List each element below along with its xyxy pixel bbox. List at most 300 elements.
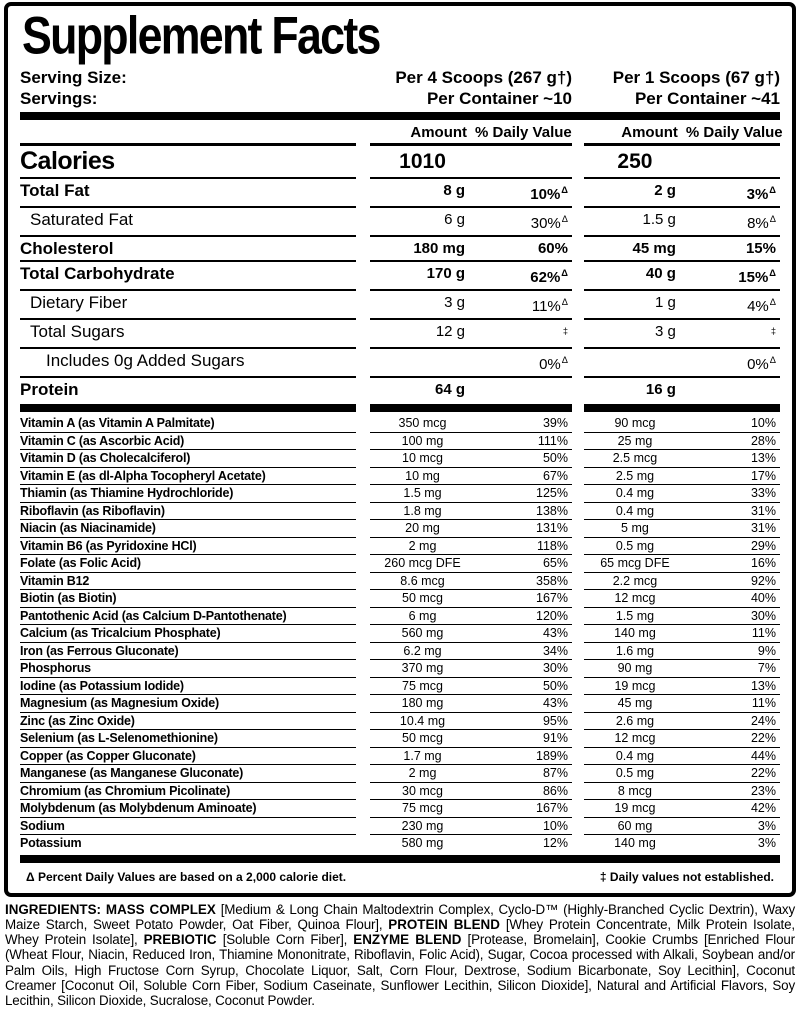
daily-value-per-1-scoop	[686, 415, 780, 432]
nutrient-name: Saturated Fat	[20, 208, 356, 237]
daily-value-per-1-scoop	[686, 660, 780, 677]
amount-per-4-scoops	[370, 349, 475, 376]
header-group-per-1-scoop	[584, 123, 783, 146]
nutrient-row	[20, 818, 780, 836]
daily-value-text: 15%	[738, 269, 769, 287]
nutrient-name: Manganese (as Manganese Gluconate)	[20, 765, 356, 783]
nutrient-name: Iodine (as Potassium Iodide)	[20, 678, 356, 696]
daily-value-per-4-scoops	[475, 643, 572, 660]
amount-per-4-scoops: 10 mcg	[402, 451, 444, 466]
daily-value-per-4-scoops	[475, 433, 572, 450]
nutrient-row	[20, 835, 780, 852]
nutrient-name: Vitamin D (as Cholecalciferol)	[20, 450, 356, 468]
nutrient-name: Niacin (as Niacinamide)	[20, 520, 356, 538]
value-group-per-1-scoop	[584, 643, 780, 661]
daily-value-per-1-scoop	[686, 765, 780, 782]
value-group-per-1-scoop	[584, 450, 780, 468]
value-group-per-1-scoop	[584, 730, 780, 748]
amount-per-4-scoops: 1.8 mg	[403, 503, 442, 518]
amount-per-4-scoops: 75 mcg	[402, 801, 444, 816]
daily-value-text: 11%	[751, 626, 776, 641]
nutrient-name: Thiamin (as Thiamine Hydrochloride)	[20, 485, 356, 503]
value-group-per-1-scoop	[584, 573, 780, 591]
ingredients-heading: PREBIOTIC	[143, 932, 223, 948]
daily-value-text: 3%	[746, 186, 769, 204]
supplement-facts-label	[4, 2, 796, 897]
value-group-per-1-scoop	[584, 660, 780, 678]
nutrient-row	[20, 415, 780, 433]
amount-per-1-scoop: 12 mcg	[614, 591, 656, 606]
daily-value-per-4-scoops	[475, 208, 572, 235]
nutrient-row	[20, 660, 780, 678]
serving-per-1-scoop: Per Container ~41	[634, 89, 780, 109]
daily-value-per-4-scoops	[475, 765, 572, 782]
value-group-per-1-scoop	[584, 590, 780, 608]
nutrient-row	[20, 262, 780, 291]
daily-value-text: 31%	[750, 521, 776, 536]
daily-value-text: 7%	[757, 661, 776, 676]
nutrient-row	[20, 538, 780, 556]
amount-per-1-scoop: 19 mcg	[614, 801, 656, 816]
value-group-per-4-scoops	[370, 660, 572, 678]
amount-per-4-scoops: 560 mg	[401, 626, 444, 641]
nutrient-row	[20, 485, 780, 503]
ingredients-text: [Whey Protein Concentrate, Milk Protein Isolate, Whey Protein Isolate],	[5, 916, 795, 948]
header-group-per-4-scoops	[370, 123, 572, 146]
macronutrient-table	[20, 146, 780, 401]
amount-per-1-scoop: 65 mcg DFE	[600, 556, 670, 571]
daily-value-text: 39%	[542, 416, 568, 431]
amount-per-4-scoops: 30 mcg	[402, 783, 444, 798]
daily-value-text: 91%	[542, 731, 568, 746]
superscript-symbol: Δ	[561, 355, 568, 366]
value-group-per-4-scoops	[370, 415, 572, 433]
daily-value-text: 12%	[542, 836, 568, 851]
daily-value-text: 17%	[750, 468, 776, 483]
serving-label: Servings:	[20, 89, 98, 109]
daily-value-per-1-scoop	[686, 349, 780, 376]
value-group-per-1-scoop	[584, 378, 780, 401]
ingredients-heading: PROTEIN BLEND	[388, 916, 506, 932]
daily-value-per-1-scoop	[686, 179, 780, 206]
value-group-per-4-scoops	[370, 320, 572, 349]
value-group-per-1-scoop	[584, 291, 780, 320]
daily-value-text: 131%	[536, 521, 568, 536]
value-group-per-1-scoop	[584, 415, 780, 433]
nutrient-row	[20, 608, 780, 626]
value-group-per-1-scoop	[584, 468, 780, 486]
amount-per-4-scoops: 100 mg	[401, 433, 444, 448]
daily-value-text: 167%	[536, 801, 568, 816]
value-group-per-4-scoops	[370, 262, 572, 291]
nutrient-name: Vitamin A (as Vitamin A Palmitate)	[20, 415, 356, 433]
daily-value-per-4-scoops	[475, 538, 572, 555]
nutrient-row	[20, 179, 780, 208]
daily-value-per-4-scoops	[475, 555, 572, 572]
value-group-per-4-scoops	[370, 800, 572, 818]
ingredients-heading: INGREDIENTS: MASS COMPLEX	[5, 901, 221, 917]
value-group-per-4-scoops	[370, 818, 572, 836]
nutrient-row	[20, 643, 780, 661]
nutrient-name: Total Sugars	[20, 320, 356, 349]
daily-value-text: 65%	[542, 556, 568, 571]
daily-value-text: 60%	[537, 240, 568, 258]
daily-value-text: 189%	[536, 748, 568, 763]
daily-value-text: 13%	[750, 451, 776, 466]
serving-per-4-scoops: Per Container ~10	[426, 89, 572, 109]
daily-value-per-1-scoop	[686, 291, 780, 318]
daily-value-per-4-scoops	[475, 713, 572, 730]
amount-per-1-scoop: 2.5 mcg	[612, 451, 658, 466]
footnote-daily-values: Δ Percent Daily Values are based on a 2,000 calorie diet.	[26, 869, 347, 884]
value-group-per-4-scoops	[370, 835, 572, 852]
serving-label: Serving Size:	[20, 68, 127, 88]
daily-value-per-4-scoops	[475, 179, 572, 206]
amount-per-4-scoops: 370 mg	[401, 661, 444, 676]
daily-value-per-1-scoop	[686, 237, 780, 260]
nutrient-row	[20, 291, 780, 320]
value-group-per-1-scoop	[584, 520, 780, 538]
divider-thick-top	[20, 112, 780, 120]
nutrient-name: Riboflavin (as Riboflavin)	[20, 503, 356, 521]
ingredients-heading: ENZYME BLEND	[353, 932, 468, 948]
serving-per-1-scoop: Per 1 Scoops (67 g†)	[612, 68, 780, 88]
daily-value-text: 87%	[542, 766, 568, 781]
nutrient-row	[20, 237, 780, 262]
divider-thick-segmented	[20, 404, 780, 412]
daily-value-per-1-scoop	[686, 320, 780, 347]
amount-per-1-scoop: 250	[617, 150, 653, 174]
value-group-per-4-scoops	[370, 349, 572, 378]
value-group-per-1-scoop	[584, 695, 780, 713]
nutrient-row	[20, 590, 780, 608]
daily-value-text: 138%	[536, 503, 568, 518]
value-group-per-4-scoops	[370, 503, 572, 521]
daily-value-text: 42%	[750, 801, 776, 816]
value-group-per-1-scoop	[584, 555, 780, 573]
daily-value-text: 22%	[750, 731, 776, 746]
daily-value-per-4-scoops	[475, 800, 572, 817]
nutrient-row	[20, 713, 780, 731]
daily-value-text: 50%	[542, 451, 568, 466]
value-group-per-4-scoops	[370, 730, 572, 748]
value-group-per-1-scoop	[584, 349, 780, 378]
daily-value-text: 358%	[536, 573, 568, 588]
daily-value-per-4-scoops	[475, 320, 572, 347]
daily-value-per-4-scoops	[475, 485, 572, 502]
nutrient-name: Vitamin E (as dl-Alpha Tocopheryl Acetate)	[20, 468, 356, 486]
daily-value-per-4-scoops	[475, 237, 572, 260]
amount-per-1-scoop: 8 mcg	[617, 783, 652, 798]
daily-value-per-4-scoops	[475, 748, 572, 765]
superscript-symbol: Δ	[769, 355, 776, 366]
daily-value-text: 13%	[750, 678, 776, 693]
amount-per-1-scoop: 90 mcg	[614, 416, 656, 431]
nutrient-name: Phosphorus	[20, 660, 356, 678]
daily-value-text: 23%	[750, 783, 776, 798]
amount-per-1-scoop: 0.4 mg	[615, 486, 655, 501]
value-group-per-4-scoops	[370, 643, 572, 661]
daily-value-text: 31%	[750, 503, 776, 518]
daily-value-per-4-scoops	[475, 378, 572, 401]
amount-per-4-scoops: 20 mg	[405, 521, 440, 536]
amount-per-4-scoops: 180 mg	[413, 240, 466, 258]
amount-per-4-scoops: 2 mg	[408, 766, 437, 781]
serving-per-4-scoops: Per 4 Scoops (267 g†)	[395, 68, 572, 88]
value-group-per-1-scoop	[584, 485, 780, 503]
daily-value-per-4-scoops	[475, 468, 572, 485]
daily-value-text: 0%	[539, 356, 561, 374]
column-header-daily-value-per-4-scoops: % Daily Value	[475, 124, 572, 142]
daily-value-text: 62%	[530, 269, 561, 287]
value-group-per-4-scoops	[370, 146, 572, 179]
daily-value-per-1-scoop	[686, 695, 780, 712]
daily-value-text: 34%	[542, 643, 568, 658]
nutrient-row	[20, 468, 780, 486]
daily-value-text: 120%	[536, 608, 568, 623]
amount-per-4-scoops: 10 mg	[405, 468, 440, 483]
value-group-per-1-scoop	[584, 765, 780, 783]
daily-value-text: 4%	[747, 298, 769, 316]
amount-per-1-scoop: 60 mg	[617, 818, 653, 833]
nutrient-name: Biotin (as Biotin)	[20, 590, 356, 608]
value-group-per-4-scoops	[370, 573, 572, 591]
daily-value-text: 30%	[542, 661, 568, 676]
daily-value-text: 43%	[542, 696, 568, 711]
nutrient-name: Dietary Fiber	[20, 291, 356, 320]
amount-per-1-scoop: 2.2 mcg	[612, 573, 658, 588]
daily-value-text: 8%	[747, 215, 769, 233]
value-group-per-4-scoops	[370, 291, 572, 320]
superscript-symbol: ‡	[562, 326, 568, 337]
superscript-symbol: Δ	[561, 214, 568, 225]
amount-per-4-scoops: 75 mcg	[402, 678, 444, 693]
superscript-symbol: Δ	[561, 185, 568, 196]
value-group-per-1-scoop	[584, 433, 780, 451]
daily-value-text: 16%	[750, 556, 776, 571]
amount-per-4-scoops: 170 g	[426, 265, 466, 283]
nutrient-name: Chromium (as Chromium Picolinate)	[20, 783, 356, 801]
daily-value-text: 29%	[750, 538, 776, 553]
amount-per-1-scoop: 1 g	[655, 294, 676, 312]
daily-value-per-4-scoops	[475, 503, 572, 520]
nutrient-name: Copper (as Copper Gluconate)	[20, 748, 356, 766]
nutrient-row	[20, 555, 780, 573]
daily-value-text: 10%	[750, 416, 776, 431]
daily-value-per-4-scoops	[475, 818, 572, 835]
daily-value-text: 40%	[750, 591, 776, 606]
nutrient-name: Folate (as Folic Acid)	[20, 555, 356, 573]
amount-per-4-scoops: 8 g	[443, 182, 466, 200]
value-group-per-4-scoops	[370, 748, 572, 766]
daily-value-per-4-scoops	[475, 590, 572, 607]
daily-value-per-1-scoop	[686, 262, 780, 289]
daily-value-per-1-scoop	[686, 555, 780, 572]
nutrient-name: Zinc (as Zinc Oxide)	[20, 713, 356, 731]
daily-value-per-4-scoops	[475, 625, 572, 642]
daily-value-per-4-scoops	[475, 678, 572, 695]
amount-per-4-scoops: 50 mcg	[402, 591, 444, 606]
daily-value-per-1-scoop	[686, 468, 780, 485]
daily-value-text: 86%	[542, 783, 568, 798]
daily-value-text: 33%	[750, 486, 776, 501]
amount-per-4-scoops: 350 mcg	[398, 416, 447, 431]
nutrient-row	[20, 433, 780, 451]
divider-thick-bottom	[20, 855, 780, 863]
daily-value-text: 24%	[750, 713, 776, 728]
amount-per-1-scoop: 45 mg	[617, 696, 653, 711]
amount-per-4-scoops: 6 mg	[408, 608, 437, 623]
nutrient-name: Vitamin C (as Ascorbic Acid)	[20, 433, 356, 451]
nutrient-row	[20, 349, 780, 378]
daily-value-per-1-scoop	[686, 520, 780, 537]
superscript-symbol: Δ	[561, 268, 568, 279]
value-group-per-4-scoops	[370, 590, 572, 608]
value-group-per-4-scoops	[370, 765, 572, 783]
amount-per-1-scoop: 45 mg	[632, 240, 676, 258]
daily-value-text: 11%	[751, 696, 776, 711]
amount-per-1-scoop: 0.5 mg	[615, 766, 655, 781]
amount-per-4-scoops: 180 mg	[401, 696, 444, 711]
daily-value-text: 95%	[542, 713, 568, 728]
daily-value-text: 9%	[757, 643, 776, 658]
value-group-per-4-scoops	[370, 433, 572, 451]
nutrient-row	[20, 146, 780, 179]
nutrient-name: Protein	[20, 380, 79, 400]
nutrient-name: Potassium	[20, 836, 82, 851]
daily-value-text: 0%	[747, 356, 769, 374]
serving-block	[20, 67, 780, 109]
daily-value-per-1-scoop	[686, 208, 780, 235]
nutrient-name: Total Fat	[20, 179, 356, 208]
daily-value-per-4-scoops	[475, 573, 572, 590]
amount-per-1-scoop: 0.4 mg	[615, 748, 655, 763]
value-group-per-4-scoops	[370, 695, 572, 713]
amount-per-4-scoops: 260 mcg DFE	[384, 556, 461, 571]
value-group-per-4-scoops	[370, 783, 572, 801]
daily-value-per-1-scoop	[686, 625, 780, 642]
daily-value-text: 3%	[757, 836, 776, 851]
amount-per-1-scoop: 3 g	[655, 323, 676, 341]
value-group-per-1-scoop	[584, 748, 780, 766]
amount-per-1-scoop: 12 mcg	[614, 731, 656, 746]
daily-value-per-4-scoops	[475, 695, 572, 712]
daily-value-per-1-scoop	[686, 835, 780, 852]
amount-per-4-scoops: 1.5 mg	[403, 486, 442, 501]
value-group-per-4-scoops	[370, 179, 572, 208]
nutrient-row	[20, 783, 780, 801]
nutrient-name: Vitamin B6 (as Pyridoxine HCl)	[20, 538, 356, 556]
table-header-row	[20, 123, 783, 146]
amount-per-1-scoop: 1.6 mg	[615, 643, 655, 658]
daily-value-text: 118%	[536, 538, 568, 553]
amount-per-4-scoops: 8.6 mcg	[400, 573, 445, 588]
nutrient-row	[20, 695, 780, 713]
amount-per-1-scoop: 90 mg	[617, 661, 653, 676]
daily-value-per-1-scoop	[686, 713, 780, 730]
value-group-per-1-scoop	[584, 608, 780, 626]
page-title: Supplement Facts	[22, 6, 380, 66]
value-group-per-4-scoops	[370, 378, 572, 401]
nutrient-row	[20, 520, 780, 538]
amount-per-1-scoop: 2 g	[654, 182, 676, 200]
amount-per-1-scoop: 0.5 mg	[615, 538, 655, 553]
value-group-per-1-scoop	[584, 538, 780, 556]
nutrient-row	[20, 573, 780, 591]
value-group-per-4-scoops	[370, 450, 572, 468]
daily-value-text: 30%	[750, 608, 776, 623]
superscript-symbol: Δ	[769, 185, 776, 196]
value-group-per-1-scoop	[584, 237, 780, 262]
value-group-per-4-scoops	[370, 678, 572, 696]
amount-per-1-scoop: 40 g	[645, 265, 676, 283]
daily-value-per-1-scoop	[686, 818, 780, 835]
amount-per-1-scoop: 1.5 mg	[615, 608, 655, 623]
daily-value-text: 10%	[542, 818, 568, 833]
nutrient-name: Total Carbohydrate	[20, 262, 356, 291]
daily-value-per-1-scoop	[686, 573, 780, 590]
nutrient-row	[20, 503, 780, 521]
amount-per-4-scoops: 64 g	[435, 381, 466, 399]
value-group-per-1-scoop	[584, 818, 780, 836]
value-group-per-4-scoops	[370, 555, 572, 573]
ingredients-paragraph	[2, 902, 798, 1009]
value-group-per-1-scoop	[584, 179, 780, 208]
daily-value-text: 92%	[750, 573, 776, 588]
amount-per-1-scoop	[584, 349, 686, 376]
daily-value-per-4-scoops	[475, 730, 572, 747]
daily-value-per-1-scoop	[686, 783, 780, 800]
daily-value-text: 30%	[530, 215, 561, 233]
daily-value-text: 11%	[531, 298, 561, 316]
footnote-row	[20, 866, 780, 893]
daily-value-text: 50%	[542, 678, 568, 693]
daily-value-text: 167%	[536, 591, 568, 606]
nutrient-name: Pantothenic Acid (as Calcium D-Pantothenate)	[20, 608, 356, 626]
column-header-amount-per-4-scoops: Amount	[410, 124, 468, 142]
nutrient-name: Calories	[20, 146, 356, 179]
nutrient-row	[20, 748, 780, 766]
amount-per-1-scoop: 2.5 mg	[615, 468, 655, 483]
footnote-not-established: ‡ Daily values not established.	[599, 869, 774, 884]
value-group-per-4-scoops	[370, 237, 572, 262]
value-group-per-1-scoop	[584, 146, 780, 179]
value-group-per-4-scoops	[370, 608, 572, 626]
nutrient-row	[20, 730, 780, 748]
value-group-per-1-scoop	[584, 800, 780, 818]
nutrient-name: Selenium (as L-Selenomethionine)	[20, 730, 356, 748]
daily-value-per-1-scoop	[686, 485, 780, 502]
daily-value-per-4-scoops	[475, 520, 572, 537]
nutrient-name: Magnesium (as Magnesium Oxide)	[20, 695, 356, 713]
value-group-per-1-scoop	[584, 835, 780, 852]
daily-value-per-4-scoops	[475, 835, 572, 852]
ingredients-text: [Soluble Corn Fiber],	[222, 932, 354, 948]
column-header-daily-value-per-1-scoop: % Daily Value	[685, 124, 783, 142]
amount-per-1-scoop: 140 mg	[614, 626, 656, 641]
nutrient-row	[20, 450, 780, 468]
amount-per-4-scoops: 10.4 mg	[399, 713, 446, 728]
value-group-per-1-scoop	[584, 320, 780, 349]
superscript-symbol: Δ	[769, 297, 776, 308]
amount-per-4-scoops: 1010	[399, 150, 446, 174]
amount-per-4-scoops: 6 g	[444, 211, 466, 229]
value-group-per-1-scoop	[584, 678, 780, 696]
daily-value-per-4-scoops	[475, 783, 572, 800]
value-group-per-4-scoops	[370, 520, 572, 538]
daily-value-text: 28%	[750, 433, 776, 448]
amount-per-4-scoops: 12 g	[435, 323, 466, 341]
